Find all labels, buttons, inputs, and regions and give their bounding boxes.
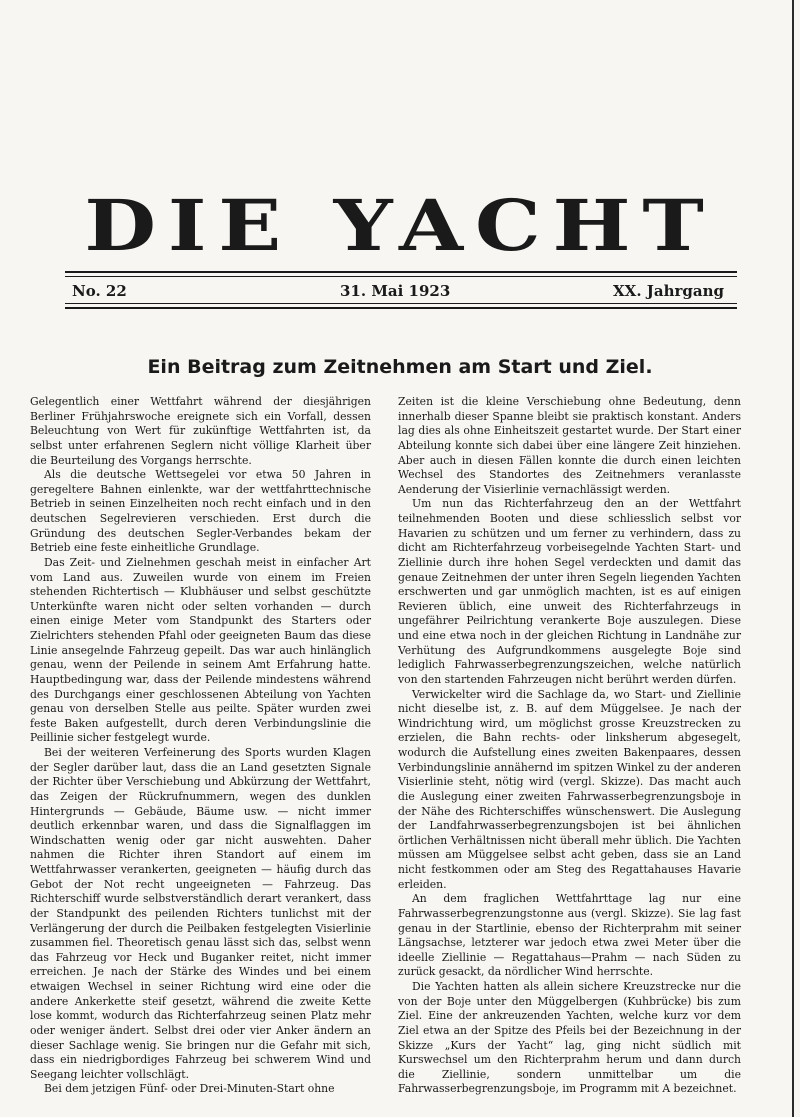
- paragraph: Um nun das Richterfahrzeug den an der Wettfahrt teilnehmenden Booten und diese schliesslich selbst vor Havarien zu schützen und um ferner zu verhindern, dass zu dicht am Richterfahrzeug vorbeisegelnde Yachten Start- und Ziellinie durch ihre hohen Segel verdeckten und damit das genaue Zeitnehmen der unter ihren Segeln liegenden Yachten erschwerten und gar unmöglich machten, ist es auf einigen Revieren üblich, eine unweit des Richterfahrzeugs in ungefährer Peilrichtung verankerte Boje auszulegen. Diese und eine etwa noch in der gleichen Richtung in Landnähe zur Verhütung des Aufgrundkommens ausgelegte Boje sind lediglich Fahrwasserbegrenzungszeichen, welche natürlich von den startenden Fahrzeugen nicht berührt werden dürfen.: [398, 497, 741, 686]
- issue-line: [72, 282, 724, 302]
- paragraph: Gelegentlich einer Wettfahrt während der diesjährigen Berliner Frühjahrswoche ereignete sich ein Vorfall, dessen Beleuchtung von Wert für zukünftige Wettfahrten ist, da selbst unter erfahrenen Seglern nicht völlige Klarheit über die Beurteilung des Vorgangs herrschte.: [30, 395, 371, 467]
- issue-volume: XX. Jahrgang: [613, 282, 724, 300]
- paragraph: Bei dem jetzigen Fünf- oder Drei-Minuten-Start ohne: [44, 1082, 335, 1096]
- paragraph: Zeiten ist die kleine Verschiebung ohne Bedeutung, denn innerhalb dieser Spanne bleibt sie praktisch konstant. Anders lag dies als ohne Einheitszeit gestartet wurde. Der Start einer Abteilung konnte sich dabei über eine längere Zeit hinziehen. Aber auch in diesen Fällen konnte die durch einen leichten Wechsel des Standortes des Zeitnehmers veranlasste Aenderung der Visierlinie vernachlässigt werden.: [398, 395, 741, 496]
- header-rule: [65, 276, 737, 277]
- paragraph: Bei der weiteren Verfeinerung des Sports wurden Klagen der Segler darüber laut, dass die an Land gesetzten Signale der Richter über Verschiebung und Abkürzung der Wettfahrt, das Zeigen der Rückrufnummern, wegen des dunklen Hintergrunds — Gebäude, Bäume usw. — nicht immer deutlich erkennbar waren, und dass die Signalflaggen im Windschatten wenig oder gar nicht auswehten. Daher nahmen die Richter ihren Standort auf einem im Wettfahrwasser verankerten, geeigneten — häufig durch das Gebot der Not recht ungeeigneten — Fahrzeug. Das Richterschiff wurde selbstverständlich derart verankert, dass der Standpunkt des peilenden Richters tunlichst mit der Verlängerung der durch die Peilbaken festgelegten Visierlinie zusammen fiel. Theoretisch genau lässt sich das, selbst wenn das Fahrzeug vor Heck und Buganker reitet, nicht immer erreichen. Je nach der Stärke des Windes und bei einem etwaigen Wechsel in seiner Richtung wird eine oder die andere Ankerkette steif gesetzt, während die zweite Kette lose kommt, wodurch das Richterfahrzeug seinen Platz mehr oder weniger ändert. Selbst drei oder vier Anker ändern an dieser Sachlage wenig. Sie bringen nur die Gefahr mit sich, dass ein niedrigbordiges Fahrzeug bei schwerem Wind und Seegang leichter vollschlägt.: [30, 746, 371, 1081]
- issue-number: No. 22: [72, 282, 127, 300]
- paragraph: Verwickelter wird die Sachlage da, wo Start- und Ziellinie nicht dieselbe ist, z. B. auf dem Müggelsee. Je nach der Windrichtung wird, um möglichst grosse Kreuzstrecken zu erzielen, die Bahn rechts- oder linksherum abgesegelt, wodurch die Aufstellung eines zweiten Bakenpaares, dessen Verbindungslinie annähernd im spitzen Winkel zu der anderen Visierlinie steht, nötig wird (vergl. Skizze). Das macht auch die Auslegung einer zweiten Fahrwasserbegrenzungsboje in der Nähe des Richterschiffes wünschenswert. Die Auslegung der Landfahrwasserbegrenzungsbojen ist bei ähnlichen örtlichen Verhältnissen nicht überall mehr üblich. Die Yachten müssen am Müggelsee selbst acht geben, dass sie an Land nicht festkommen oder am Steg des Regattahauses Havarie erleiden.: [398, 687, 741, 891]
- masthead: DIE YACHT: [84, 184, 716, 267]
- left-column: [30, 395, 371, 1097]
- page-edge: [792, 0, 794, 1117]
- header-rule: [65, 307, 737, 309]
- paragraph: Das Zeit- und Zielnehmen geschah meist in einfacher Art vom Land aus. Zuweilen wurde von einem im Freien stehenden Richtertisch — Klubhäuser und selbst geschützte Unterkünfte waren nicht oder selten vorhanden — durch einen einige Meter vom Standpunkt des Starters oder Zielrichters stehenden Pfahl oder geeigneten Baum das diese Linie ansegelnde Fahrzeug gepeilt. Das war auch hinlänglich genau, wenn der Peilende in seinem Amt Erfahrung hatte. Hauptbedingung war, dass der Peilende mindestens während des Durchgangs einer geschlossenen Abteilung von Yachten genau von derselben Stelle aus peilte. Später wurden zwei feste Baken aufgestellt, durch deren Verbindungslinie die Peillinie sicher festgelegt wurde.: [30, 555, 371, 745]
- right-column: [398, 395, 741, 1097]
- paragraph: Die Yachten hatten als allein sichere Kreuzstrecke nur die von der Boje unter den Müggelbergen (Kuhbrücke) bis zum Ziel. Eine der ankreuzenden Yachten, welche kurz vor dem Ziel etwa an der Spitze des Pfeils bei der Bezeichnung in der Skizze „Kurs der Yacht“ lag, ging nicht südlich mit Kurswechsel um den Richterprahm herum und dann durch die Ziellinie, sondern unmittelbar um die Fahrwasserbegrenzungsboje, im Programm mit A bezeichnet.: [398, 980, 741, 1096]
- header-rule: [65, 271, 737, 273]
- article-title: Ein Beitrag zum Zeitnehmen am Start und Ziel.: [147, 356, 653, 378]
- paragraph: An dem fraglichen Wettfahrttage lag nur eine Fahrwasserbegrenzungstonne aus (vergl. Skizze). Sie lag fast genau in der Startlinie, ebenso der Richterprahm mit seiner Längsachse, letzterer war jedoch etwa zwei Meter über die ideelle Ziellinie — Regattahaus—Prahm — nach Süden zu zurück gesackt, da nördlicher Wind herrschte.: [398, 892, 741, 979]
- issue-date: 31. Mai 1923: [340, 282, 451, 300]
- header-rule: [65, 303, 737, 304]
- paragraph: Als die deutsche Wettsegelei vor etwa 50 Jahren in geregeltere Bahnen einlenkte, war der wettfahrttechnische Betrieb in seinen Einzelheiten noch recht einfach und in den deutschen Segelrevieren verschieden. Erst durch die Gründung des deutschen Segler-Verbandes bekam der Betrieb eine feste einheitliche Grundlage.: [30, 468, 371, 555]
